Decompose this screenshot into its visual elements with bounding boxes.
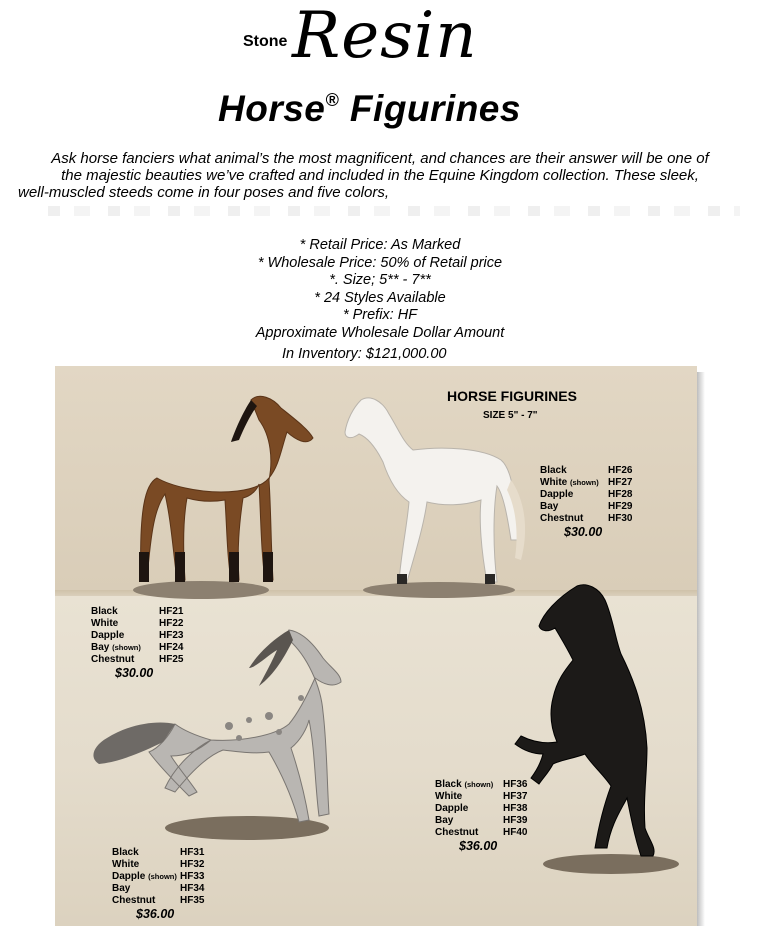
spec-styles: * 24 Styles Available [314, 289, 446, 306]
catalog-size: SIZE 5" - 7" [483, 410, 538, 421]
stock-row [540, 501, 632, 513]
white-horse-figurine [343, 390, 533, 602]
stock-row [540, 465, 632, 477]
spec-wholesale: * Wholesale Price: 50% of Retail price [257, 254, 503, 271]
stock-code: HF21 [159, 606, 184, 617]
stock-color [91, 642, 159, 654]
stock-price: $30.00 [115, 666, 154, 680]
spec-list [180, 237, 580, 342]
stock-row [112, 859, 204, 871]
stock-code: HF33 [180, 871, 205, 882]
stock-code: HF36 [503, 779, 528, 790]
stock-code: HF28 [608, 489, 633, 500]
stock-row [435, 815, 527, 827]
stock-color-name: Dapple [112, 871, 146, 882]
stock-color [112, 895, 180, 907]
catalog-title: HORSE FIGURINES [447, 388, 577, 404]
stock-color [540, 513, 608, 525]
intro-paragraph [8, 150, 752, 201]
stock-color-name: Chestnut [91, 654, 135, 665]
stock-row [540, 489, 632, 501]
stock-code: HF31 [180, 847, 205, 858]
stock-code: HF29 [608, 501, 633, 512]
stock-row [112, 895, 204, 907]
stock-code: HF26 [608, 465, 633, 476]
black-horse-body [515, 585, 654, 856]
intro-line-2: the majestic beauties we’ve crafted and included in the Equine Kingdom collection. These sleek, [61, 167, 699, 184]
stock-color [540, 477, 608, 489]
white-horse-base [363, 582, 515, 598]
stock-shown-note: (shown) [570, 478, 599, 487]
stock-color-name: White [91, 618, 119, 629]
stock-color-name: Chestnut [540, 513, 584, 524]
stock-price: $36.00 [459, 839, 498, 853]
stock-color [435, 779, 503, 791]
bay-horse-base [133, 581, 269, 599]
stock-color-name: Chestnut [112, 895, 156, 906]
dapple-horse-mane [249, 630, 293, 686]
stock-color [112, 883, 180, 895]
faded-text-line [30, 206, 740, 216]
stock-color [435, 827, 503, 839]
stock-color-name: Black [112, 847, 139, 858]
stock-row [91, 630, 183, 642]
stock-color [435, 791, 503, 803]
bay-horse-leg-4 [263, 552, 273, 582]
intro-line-1: Ask horse fanciers what animal’s the most magnificent, and chances are their answer will be one of [51, 150, 709, 167]
stock-row [91, 618, 183, 630]
stock-code: HF40 [503, 827, 528, 838]
stock-price: $36.00 [136, 907, 175, 921]
bay-horse-leg-2 [175, 552, 185, 582]
stock-code: HF27 [608, 477, 633, 488]
stock-code: HF37 [503, 791, 528, 802]
bay-horse-leg-1 [139, 552, 149, 582]
spec-size: *. Size; 5** - 7** [329, 272, 431, 288]
stock-color [540, 501, 608, 513]
catalog-photo [55, 366, 697, 926]
photo-shadow [697, 372, 705, 926]
stock-code: HF38 [503, 803, 528, 814]
stock-color [112, 871, 180, 883]
stock-code: HF25 [159, 654, 184, 665]
stock-list-hf26 [540, 465, 632, 538]
bay-horse-body [141, 396, 313, 580]
black-horse-base [543, 854, 679, 874]
stock-color [112, 859, 180, 871]
stock-color-name: White [112, 859, 140, 870]
title-figurines: Figurines [339, 88, 521, 129]
stock-code: HF30 [608, 513, 633, 524]
intro-line-3: well-muscled steeds come in four poses and five colors, [18, 184, 390, 201]
registered-mark: ® [325, 90, 340, 110]
stock-color-name: White [435, 791, 463, 802]
stock-price: $30.00 [564, 525, 603, 539]
white-horse-hoof-1 [397, 574, 407, 584]
title-horse: Horse [218, 88, 326, 129]
stock-color [540, 489, 608, 501]
white-horse-hoof-2 [485, 574, 495, 584]
stock-color [540, 465, 608, 477]
bay-horse-mane [231, 400, 257, 442]
stock-row [91, 642, 183, 654]
stock-color-name: Bay [112, 883, 131, 894]
stock-row [435, 803, 527, 815]
stock-color [91, 630, 159, 642]
stock-color [112, 847, 180, 859]
stock-row [112, 847, 204, 859]
stock-row [540, 477, 632, 489]
stock-code: HF24 [159, 642, 184, 653]
page-title [218, 88, 521, 130]
stock-code: HF34 [180, 883, 205, 894]
stock-list-hf21 [91, 606, 183, 679]
stock-code: HF23 [159, 630, 184, 641]
spec-prefix: * Prefix: HF [342, 307, 418, 323]
stock-color [91, 606, 159, 618]
stock-shown-note: (shown) [148, 872, 177, 881]
stock-color-name: Bay [435, 815, 454, 826]
stock-row [112, 883, 204, 895]
stock-color-name: Dapple [540, 489, 574, 500]
stock-list-hf31 [112, 847, 204, 920]
stock-row [435, 779, 527, 791]
stock-color-name: Black [91, 606, 118, 617]
stock-code: HF35 [180, 895, 205, 906]
stock-color-name: Bay [91, 642, 110, 653]
stock-code: HF39 [503, 815, 528, 826]
brand-stone-text: Stone [243, 33, 288, 50]
stock-color [435, 803, 503, 815]
stock-color-name: Black [435, 779, 462, 790]
stock-color-name: Dapple [435, 803, 469, 814]
bay-horse-leg-3 [229, 552, 239, 582]
stock-row [112, 871, 204, 883]
stock-color-name: Black [540, 465, 567, 476]
brand-resin-script: Resin [292, 0, 478, 73]
white-horse-body [345, 398, 519, 582]
stock-color-name: Chestnut [435, 827, 479, 838]
stock-color-name: Bay [540, 501, 559, 512]
stock-row [435, 827, 527, 839]
stock-color [91, 654, 159, 666]
stock-shown-note: (shown) [464, 780, 494, 789]
stock-color [435, 815, 503, 827]
stock-row [435, 791, 527, 803]
stock-color-name: Dapple [91, 630, 125, 641]
spec-approx: Approximate Wholesale Dollar Amount [255, 324, 505, 341]
stock-color [91, 618, 159, 630]
bay-horse-figurine [131, 380, 321, 602]
stock-row [91, 654, 183, 666]
stock-list-hf36 [435, 779, 527, 852]
stock-shown-note: (shown) [112, 643, 141, 652]
stock-row [540, 513, 632, 525]
inventory-amount: In Inventory: $121,000.00 [282, 346, 447, 362]
stock-row [91, 606, 183, 618]
stock-code: HF22 [159, 618, 184, 629]
spec-retail: * Retail Price: As Marked [299, 237, 461, 253]
stock-color-name: White [540, 477, 568, 488]
stock-code: HF32 [180, 859, 205, 870]
